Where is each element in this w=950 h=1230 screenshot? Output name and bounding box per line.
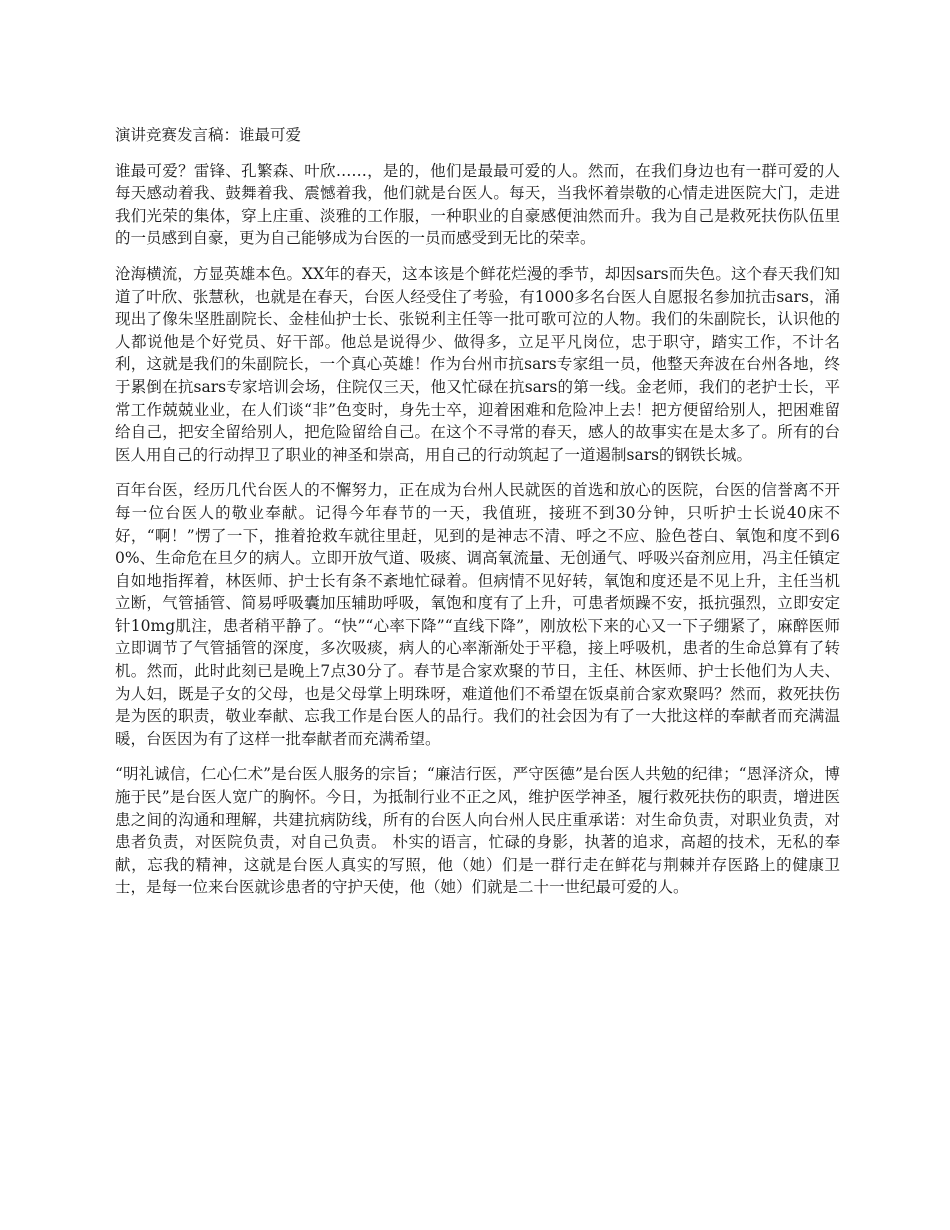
- document-page: [115, 124, 840, 912]
- paragraph-1: 谁最可爱？雷锋、孔繁森、叶欣……，是的，他们是最最可爱的人。然而，在我们身边也有一群可爱的人每天感动着我、鼓舞着我、震憾着我，他们就是台医人。每天，当我怀着崇敬的心情走进医院大门，走进我们光荣的集体，穿上庄重、淡雅的工作服，一种职业的自豪感便油然而升。我为自己是救死扶伤队伍里的一员感到自豪，更为自己能够成为台医的一员而感受到无比的荣幸。: [115, 161, 840, 248]
- paragraph-2: 沧海横流，方显英雄本色。XX年的春天，这本该是个鲜花烂漫的季节，却因sars而失色。这个春天我们知道了叶欣、张慧秋，也就是在春天，台医人经受住了考验，有1000多名台医人自愿报名参加抗击sars，涌现出了像朱坚胜副院长、金桂仙护士长、张锐利主任等一批可歌可泣的人物。我们的朱副院长，认识他的人都说他是个好党员、好干部。他总是说得少、做得多，立足平凡岗位，忠于职守，踏实工作，不计名利，这就是我们的朱副院长，一个真心英雄！作为台州市抗sars专家组一员，他整天奔波在台州各地，终于累倒在抗sars专家培训会场，住院仅三天，他又忙碌在抗sars的第一线。金老师，我们的老护士长，平常工作兢兢业业，在人们谈“非”色变时，身先士卒，迎着困难和危险冲上去！把方便留给别人，把困难留给自己，把安全留给别人，把危险留给自己。在这个不寻常的春天，感人的故事实在是太多了。所有的台医人用自己的行动捍卫了职业的神圣和崇高，用自己的行动筑起了一道遏制sars的钢铁长城。: [115, 264, 840, 464]
- paragraph-3: 百年台医，经历几代台医人的不懈努力，正在成为台州人民就医的首选和放心的医院，台医的信誉离不开每一位台医人的敬业奉献。记得今年春节的一天，我值班，接班不到30分钟，只听护士长说40床不好，“啊！”愣了一下，推着抢救车就往里赶，见到的是神志不清、呼之不应、脸色苍白、氧饱和度不到60%、生命危在旦夕的病人。立即开放气道、吸痰、调高氧流量、无创通气、呼吸兴奋剂应用，冯主任镇定自如地指挥着，林医师、护士长有条不紊地忙碌着。但病情不见好转，氧饱和度还是不见上升，主任当机立断，气管插管、简易呼吸囊加压辅助呼吸，氧饱和度有了上升，可患者烦躁不安，抵抗强烈，立即安定针10mg肌注，患者稍平静了。“快”“心率下降”“直线下降”，刚放松下来的心又一下子绷紧了，麻醉医师立即调节了气管插管的深度，多次吸痰，病人的心率渐渐处于平稳，接上呼吸机，患者的生命总算有了转机。然而，此时此刻已是晚上7点30分了。春节是合家欢聚的节日，主任、林医师、护士长他们为人夫、为人妇，既是子女的父母，也是父母掌上明珠呀，难道他们不希望在饭桌前合家欢聚吗？然而，救死扶伤是为医的职责，敬业奉献、忘我工作是台医人的品行。我们的社会因为有了一大批这样的奉献者而充满温暖，台医因为有了这样一批奉献者而充满希望。: [115, 481, 840, 748]
- paragraph-4: “明礼诚信，仁心仁术”是台医人服务的宗旨；“廉洁行医，严守医德”是台医人共勉的纪律；“恩泽济众，博施于民”是台医人宽广的胸怀。今日，为抵制行业不正之风，维护医学神圣，履行救死扶伤的职责，增进医患之间的沟通和理解，共建抗病防线，所有的台医人向台州人民庄重承诺：对生命负责，对职业负责，对患者负责，对医院负责，对自己负责。 朴实的语言，忙碌的身影，执著的追求，高超的技术，无私的奉献，忘我的精神，这就是台医人真实的写照，他（她）们是一群行走在鲜花与荆棘并存医路上的健康卫士，是每一位来台医就诊患者的守护天使，他（她）们就是二十一世纪最可爱的人。: [115, 765, 840, 897]
- document-title: 演讲竞赛发言稿：谁最可爱: [115, 126, 302, 144]
